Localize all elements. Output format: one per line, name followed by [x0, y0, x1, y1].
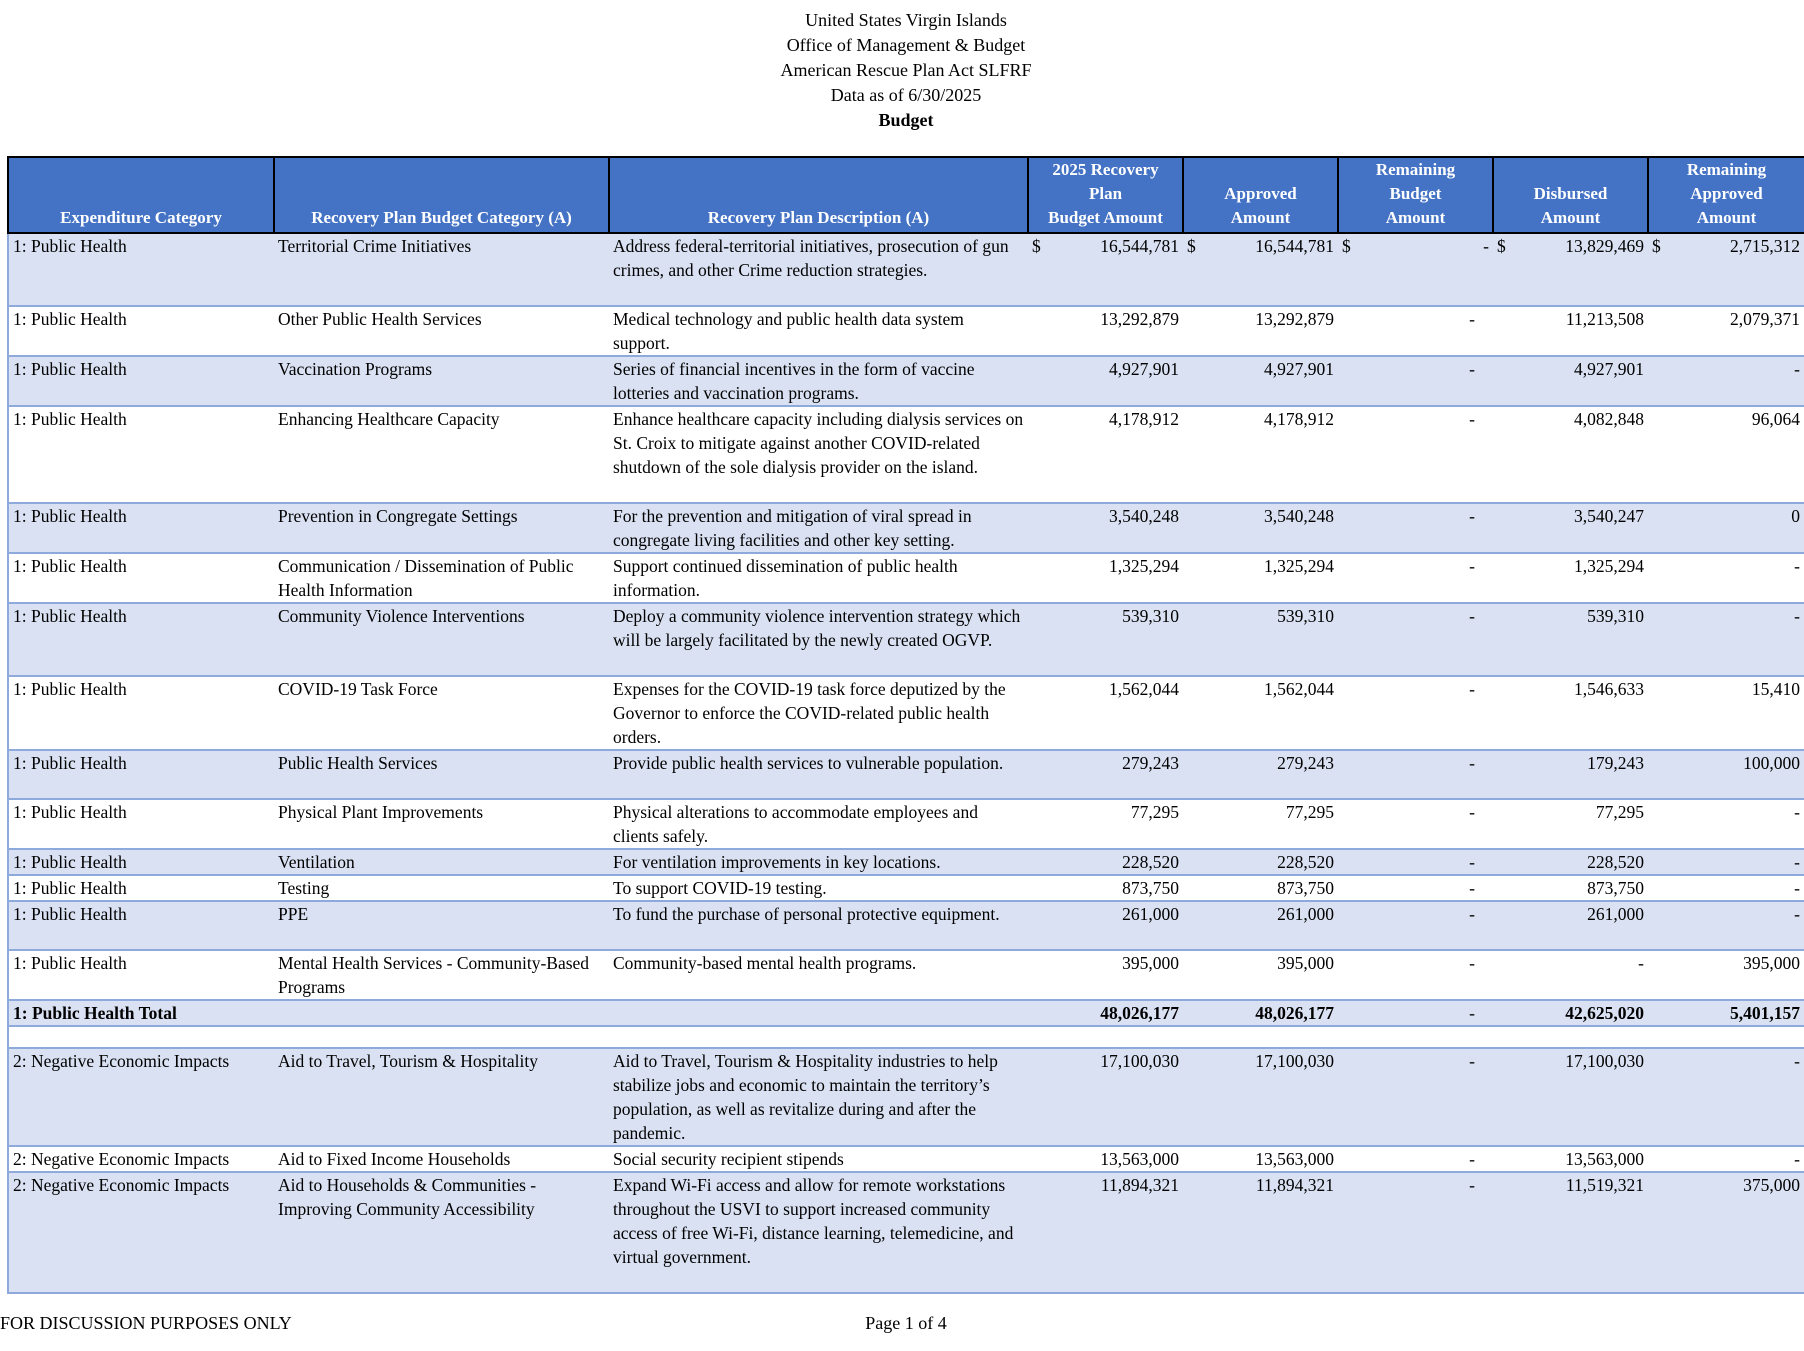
budget-category-cell: Ventilation	[274, 849, 609, 875]
disbursed-amount-cell: 179,243	[1493, 750, 1648, 799]
remaining-budget-cell: -	[1338, 553, 1493, 603]
budget-amount-cell: 13,292,879	[1028, 306, 1183, 356]
budget-amount-cell: 395,000	[1028, 950, 1183, 1000]
remaining-approved-cell: -	[1648, 849, 1804, 875]
approved-amount-cell: 279,243	[1183, 750, 1338, 799]
table-row	[8, 553, 1804, 603]
table-row	[8, 406, 1804, 503]
col-remaining-approved: Remaining Approved Amount	[1648, 157, 1804, 233]
description-cell: Medical technology and public health data system support.	[609, 306, 1028, 356]
remaining-budget-cell: -	[1338, 306, 1493, 356]
description-cell: Deploy a community violence intervention strategy which will be largely facilitated by the newly created OGVP.	[609, 603, 1028, 676]
budget-amount-cell: 4,178,912	[1028, 406, 1183, 503]
budget-amount-cell: 228,520	[1028, 849, 1183, 875]
budget-category-cell: Community Violence Interventions	[274, 603, 609, 676]
remaining-budget-cell: -	[1338, 750, 1493, 799]
budget-category-cell: Mental Health Services - Community-Based Programs	[274, 950, 609, 1000]
budget-amount-cell: 873,750	[1028, 875, 1183, 901]
table-row	[8, 356, 1804, 406]
disbursed-amount-cell: 1,546,633	[1493, 676, 1648, 750]
budget-category-cell: Public Health Services	[274, 750, 609, 799]
spacer-cell	[8, 1026, 1804, 1048]
approved-amount-cell: 873,750	[1183, 875, 1338, 901]
footer-disclaimer: FOR DISCUSSION PURPOSES ONLY	[0, 1313, 292, 1333]
expenditure-category-cell: 1: Public Health	[8, 849, 274, 875]
total-row	[8, 1000, 1804, 1026]
remaining-approved-cell: 0	[1648, 503, 1804, 553]
approved-amount-cell: 261,000	[1183, 901, 1338, 950]
approved-amount-cell: 395,000	[1183, 950, 1338, 1000]
approved-amount-cell: 13,292,879	[1183, 306, 1338, 356]
budget-amount-cell: 11,894,321	[1028, 1172, 1183, 1293]
table-row	[8, 1172, 1804, 1293]
budget-category-cell: COVID-19 Task Force	[274, 676, 609, 750]
expenditure-category-cell: 2: Negative Economic Impacts	[8, 1048, 274, 1146]
total-disbursed-amount: 42,625,020	[1493, 1000, 1648, 1026]
budget-amount-cell: 77,295	[1028, 799, 1183, 849]
amount-with-currency	[1497, 234, 1644, 258]
remaining-approved-cell: 100,000	[1648, 750, 1804, 799]
budget-amount-cell: 4,927,901	[1028, 356, 1183, 406]
currency-symbol: $	[1652, 236, 1661, 256]
total-label: 1: Public Health Total	[8, 1000, 1028, 1026]
remaining-budget-cell	[1338, 233, 1493, 306]
expenditure-category-cell: 1: Public Health	[8, 950, 274, 1000]
amount-with-currency	[1342, 234, 1489, 258]
remaining-budget-cell: -	[1338, 849, 1493, 875]
description-cell: Community-based mental health programs.	[609, 950, 1028, 1000]
approved-amount-cell: 539,310	[1183, 603, 1338, 676]
currency-symbol: $	[1032, 236, 1041, 256]
budget-category-cell: Other Public Health Services	[274, 306, 609, 356]
remaining-approved-cell: 395,000	[1648, 950, 1804, 1000]
amount-with-currency	[1187, 234, 1334, 258]
budget-category-cell: Territorial Crime Initiatives	[274, 233, 609, 306]
approved-amount-cell: 1,325,294	[1183, 553, 1338, 603]
remaining-approved-cell: -	[1648, 901, 1804, 950]
budget-category-cell: Aid to Fixed Income Households	[274, 1146, 609, 1172]
total-approved-amount: 48,026,177	[1183, 1000, 1338, 1026]
currency-symbol: $	[1187, 236, 1196, 256]
header-title: Budget	[878, 110, 934, 130]
header-program: American Rescue Plan Act SLFRF	[780, 60, 1032, 80]
approved-amount-cell: 17,100,030	[1183, 1048, 1338, 1146]
table-row	[8, 1146, 1804, 1172]
description-cell: For the prevention and mitigation of viral spread in congregate living facilities and other key setting.	[609, 503, 1028, 553]
disbursed-amount-cell: 17,100,030	[1493, 1048, 1648, 1146]
disbursed-amount-cell: 13,563,000	[1493, 1146, 1648, 1172]
remaining-budget-cell: -	[1338, 1146, 1493, 1172]
amount-with-currency	[1652, 234, 1800, 258]
approved-amount-cell: 228,520	[1183, 849, 1338, 875]
expenditure-category-cell: 1: Public Health	[8, 676, 274, 750]
remaining-budget-cell: -	[1338, 901, 1493, 950]
total-budget-amount: 48,026,177	[1028, 1000, 1183, 1026]
disbursed-amount-cell: 261,000	[1493, 901, 1648, 950]
footer-page-number: Page 1 of 4	[865, 1313, 947, 1333]
budget-amount-cell: 261,000	[1028, 901, 1183, 950]
col-remaining-budget: Remaining Budget Amount	[1338, 157, 1493, 233]
remaining-approved-cell: 15,410	[1648, 676, 1804, 750]
col-description: Recovery Plan Description (A)	[609, 157, 1028, 233]
remaining-budget-cell: -	[1338, 676, 1493, 750]
expenditure-category-cell: 1: Public Health	[8, 406, 274, 503]
description-cell: To fund the purchase of personal protective equipment.	[609, 901, 1028, 950]
description-cell: Support continued dissemination of public health information.	[609, 553, 1028, 603]
budget-category-cell: Prevention in Congregate Settings	[274, 503, 609, 553]
budget-category-cell: Physical Plant Improvements	[274, 799, 609, 849]
remaining-budget-cell: -	[1338, 875, 1493, 901]
expenditure-category-cell: 1: Public Health	[8, 233, 274, 306]
amount-value: -	[1483, 236, 1489, 256]
header-date: Data as of 6/30/2025	[830, 85, 982, 105]
remaining-approved-cell	[1648, 233, 1804, 306]
approved-amount-cell	[1183, 233, 1338, 306]
amount-value: 16,544,781	[1100, 236, 1179, 256]
description-cell: Address federal-territorial initiatives, prosecution of gun crimes, and other Crime reduction strategies.	[609, 233, 1028, 306]
amount-with-currency	[1032, 234, 1179, 258]
expenditure-category-cell: 1: Public Health	[8, 799, 274, 849]
budget-category-cell: Communication / Dissemination of Public Health Information	[274, 553, 609, 603]
table-row	[8, 849, 1804, 875]
remaining-approved-cell: 96,064	[1648, 406, 1804, 503]
total-remaining-approved: 5,401,157	[1648, 1000, 1804, 1026]
disbursed-amount-cell: 4,927,901	[1493, 356, 1648, 406]
description-cell: For ventilation improvements in key locations.	[609, 849, 1028, 875]
remaining-approved-cell: 375,000	[1648, 1172, 1804, 1293]
disbursed-amount-cell: 77,295	[1493, 799, 1648, 849]
report-header	[0, 8, 1804, 133]
description-cell: Provide public health services to vulnerable population.	[609, 750, 1028, 799]
table-row	[8, 503, 1804, 553]
table-row	[8, 901, 1804, 950]
table-row	[8, 799, 1804, 849]
remaining-approved-cell: -	[1648, 1146, 1804, 1172]
description-cell: Expand Wi-Fi access and allow for remote workstations throughout the USVI to support increased community access of free Wi-Fi, distance learning, telemedicine, and virtual government.	[609, 1172, 1028, 1293]
disbursed-amount-cell	[1493, 233, 1648, 306]
budget-category-cell: Testing	[274, 875, 609, 901]
expenditure-category-cell: 1: Public Health	[8, 875, 274, 901]
budget-amount-cell: 13,563,000	[1028, 1146, 1183, 1172]
budget-amount-cell: 1,325,294	[1028, 553, 1183, 603]
amount-value: 16,544,781	[1255, 236, 1334, 256]
table-row	[8, 1048, 1804, 1146]
approved-amount-cell: 77,295	[1183, 799, 1338, 849]
currency-symbol: $	[1342, 236, 1351, 256]
expenditure-category-cell: 1: Public Health	[8, 356, 274, 406]
table-row	[8, 676, 1804, 750]
disbursed-amount-cell: 1,325,294	[1493, 553, 1648, 603]
description-cell: Physical alterations to accommodate employees and clients safely.	[609, 799, 1028, 849]
approved-amount-cell: 4,927,901	[1183, 356, 1338, 406]
remaining-approved-cell: -	[1648, 799, 1804, 849]
table-row	[8, 306, 1804, 356]
approved-amount-cell: 1,562,044	[1183, 676, 1338, 750]
description-cell: Aid to Travel, Tourism & Hospitality industries to help stabilize jobs and economic to maintain the territory’s population, as well as revitalize during and after the pandemic.	[609, 1048, 1028, 1146]
disbursed-amount-cell: 3,540,247	[1493, 503, 1648, 553]
remaining-budget-cell: -	[1338, 356, 1493, 406]
description-cell: Social security recipient stipends	[609, 1146, 1028, 1172]
total-remaining-budget: -	[1338, 1000, 1493, 1026]
table-row	[8, 750, 1804, 799]
disbursed-amount-cell: 539,310	[1493, 603, 1648, 676]
approved-amount-cell: 4,178,912	[1183, 406, 1338, 503]
description-cell: Series of financial incentives in the form of vaccine lotteries and vaccination programs.	[609, 356, 1028, 406]
remaining-approved-cell: 2,079,371	[1648, 306, 1804, 356]
currency-symbol: $	[1497, 236, 1506, 256]
table-row	[8, 875, 1804, 901]
col-expenditure-category: Expenditure Category	[8, 157, 274, 233]
remaining-approved-cell: -	[1648, 356, 1804, 406]
remaining-budget-cell: -	[1338, 603, 1493, 676]
col-budget-amount: 2025 Recovery Plan Budget Amount	[1028, 157, 1183, 233]
expenditure-category-cell: 1: Public Health	[8, 503, 274, 553]
spacer-row	[8, 1026, 1804, 1048]
budget-amount-cell	[1028, 233, 1183, 306]
header-office: Office of Management & Budget	[786, 35, 1026, 55]
disbursed-amount-cell: 873,750	[1493, 875, 1648, 901]
remaining-budget-cell: -	[1338, 503, 1493, 553]
budget-table	[7, 156, 1804, 1294]
approved-amount-cell: 11,894,321	[1183, 1172, 1338, 1293]
table-row	[8, 950, 1804, 1000]
disbursed-amount-cell: 11,519,321	[1493, 1172, 1648, 1293]
header-territory: United States Virgin Islands	[805, 10, 1007, 30]
expenditure-category-cell: 1: Public Health	[8, 553, 274, 603]
disbursed-amount-cell: 228,520	[1493, 849, 1648, 875]
table-row	[8, 233, 1804, 306]
budget-category-cell: Aid to Travel, Tourism & Hospitality	[274, 1048, 609, 1146]
table-header-row	[8, 157, 1804, 233]
col-budget-category: Recovery Plan Budget Category (A)	[274, 157, 609, 233]
budget-amount-cell: 3,540,248	[1028, 503, 1183, 553]
table-row	[8, 603, 1804, 676]
budget-category-cell: Aid to Households & Communities - Improving Community Accessibility	[274, 1172, 609, 1293]
col-disbursed-amount: Disbursed Amount	[1493, 157, 1648, 233]
description-cell: Expenses for the COVID-19 task force deputized by the Governor to enforce the COVID-related public health orders.	[609, 676, 1028, 750]
expenditure-category-cell: 2: Negative Economic Impacts	[8, 1172, 274, 1293]
remaining-budget-cell: -	[1338, 406, 1493, 503]
amount-value: 2,715,312	[1730, 236, 1800, 256]
expenditure-category-cell: 1: Public Health	[8, 306, 274, 356]
expenditure-category-cell: 1: Public Health	[8, 901, 274, 950]
budget-category-cell: Enhancing Healthcare Capacity	[274, 406, 609, 503]
amount-value: 13,829,469	[1565, 236, 1644, 256]
remaining-approved-cell: -	[1648, 603, 1804, 676]
budget-category-cell: Vaccination Programs	[274, 356, 609, 406]
expenditure-category-cell: 1: Public Health	[8, 603, 274, 676]
budget-amount-cell: 279,243	[1028, 750, 1183, 799]
disbursed-amount-cell: 4,082,848	[1493, 406, 1648, 503]
col-approved-amount: Approved Amount	[1183, 157, 1338, 233]
disbursed-amount-cell: 11,213,508	[1493, 306, 1648, 356]
remaining-approved-cell: -	[1648, 553, 1804, 603]
description-cell: Enhance healthcare capacity including dialysis services on St. Croix to mitigate against another COVID-related shutdown of the sole dialysis provider on the island.	[609, 406, 1028, 503]
remaining-budget-cell: -	[1338, 1172, 1493, 1293]
expenditure-category-cell: 1: Public Health	[8, 750, 274, 799]
budget-amount-cell: 539,310	[1028, 603, 1183, 676]
remaining-approved-cell: -	[1648, 1048, 1804, 1146]
remaining-approved-cell: -	[1648, 875, 1804, 901]
remaining-budget-cell: -	[1338, 950, 1493, 1000]
approved-amount-cell: 3,540,248	[1183, 503, 1338, 553]
budget-category-cell: PPE	[274, 901, 609, 950]
remaining-budget-cell: -	[1338, 1048, 1493, 1146]
budget-amount-cell: 1,562,044	[1028, 676, 1183, 750]
remaining-budget-cell: -	[1338, 799, 1493, 849]
budget-amount-cell: 17,100,030	[1028, 1048, 1183, 1146]
expenditure-category-cell: 2: Negative Economic Impacts	[8, 1146, 274, 1172]
disbursed-amount-cell: -	[1493, 950, 1648, 1000]
approved-amount-cell: 13,563,000	[1183, 1146, 1338, 1172]
description-cell: To support COVID-19 testing.	[609, 875, 1028, 901]
